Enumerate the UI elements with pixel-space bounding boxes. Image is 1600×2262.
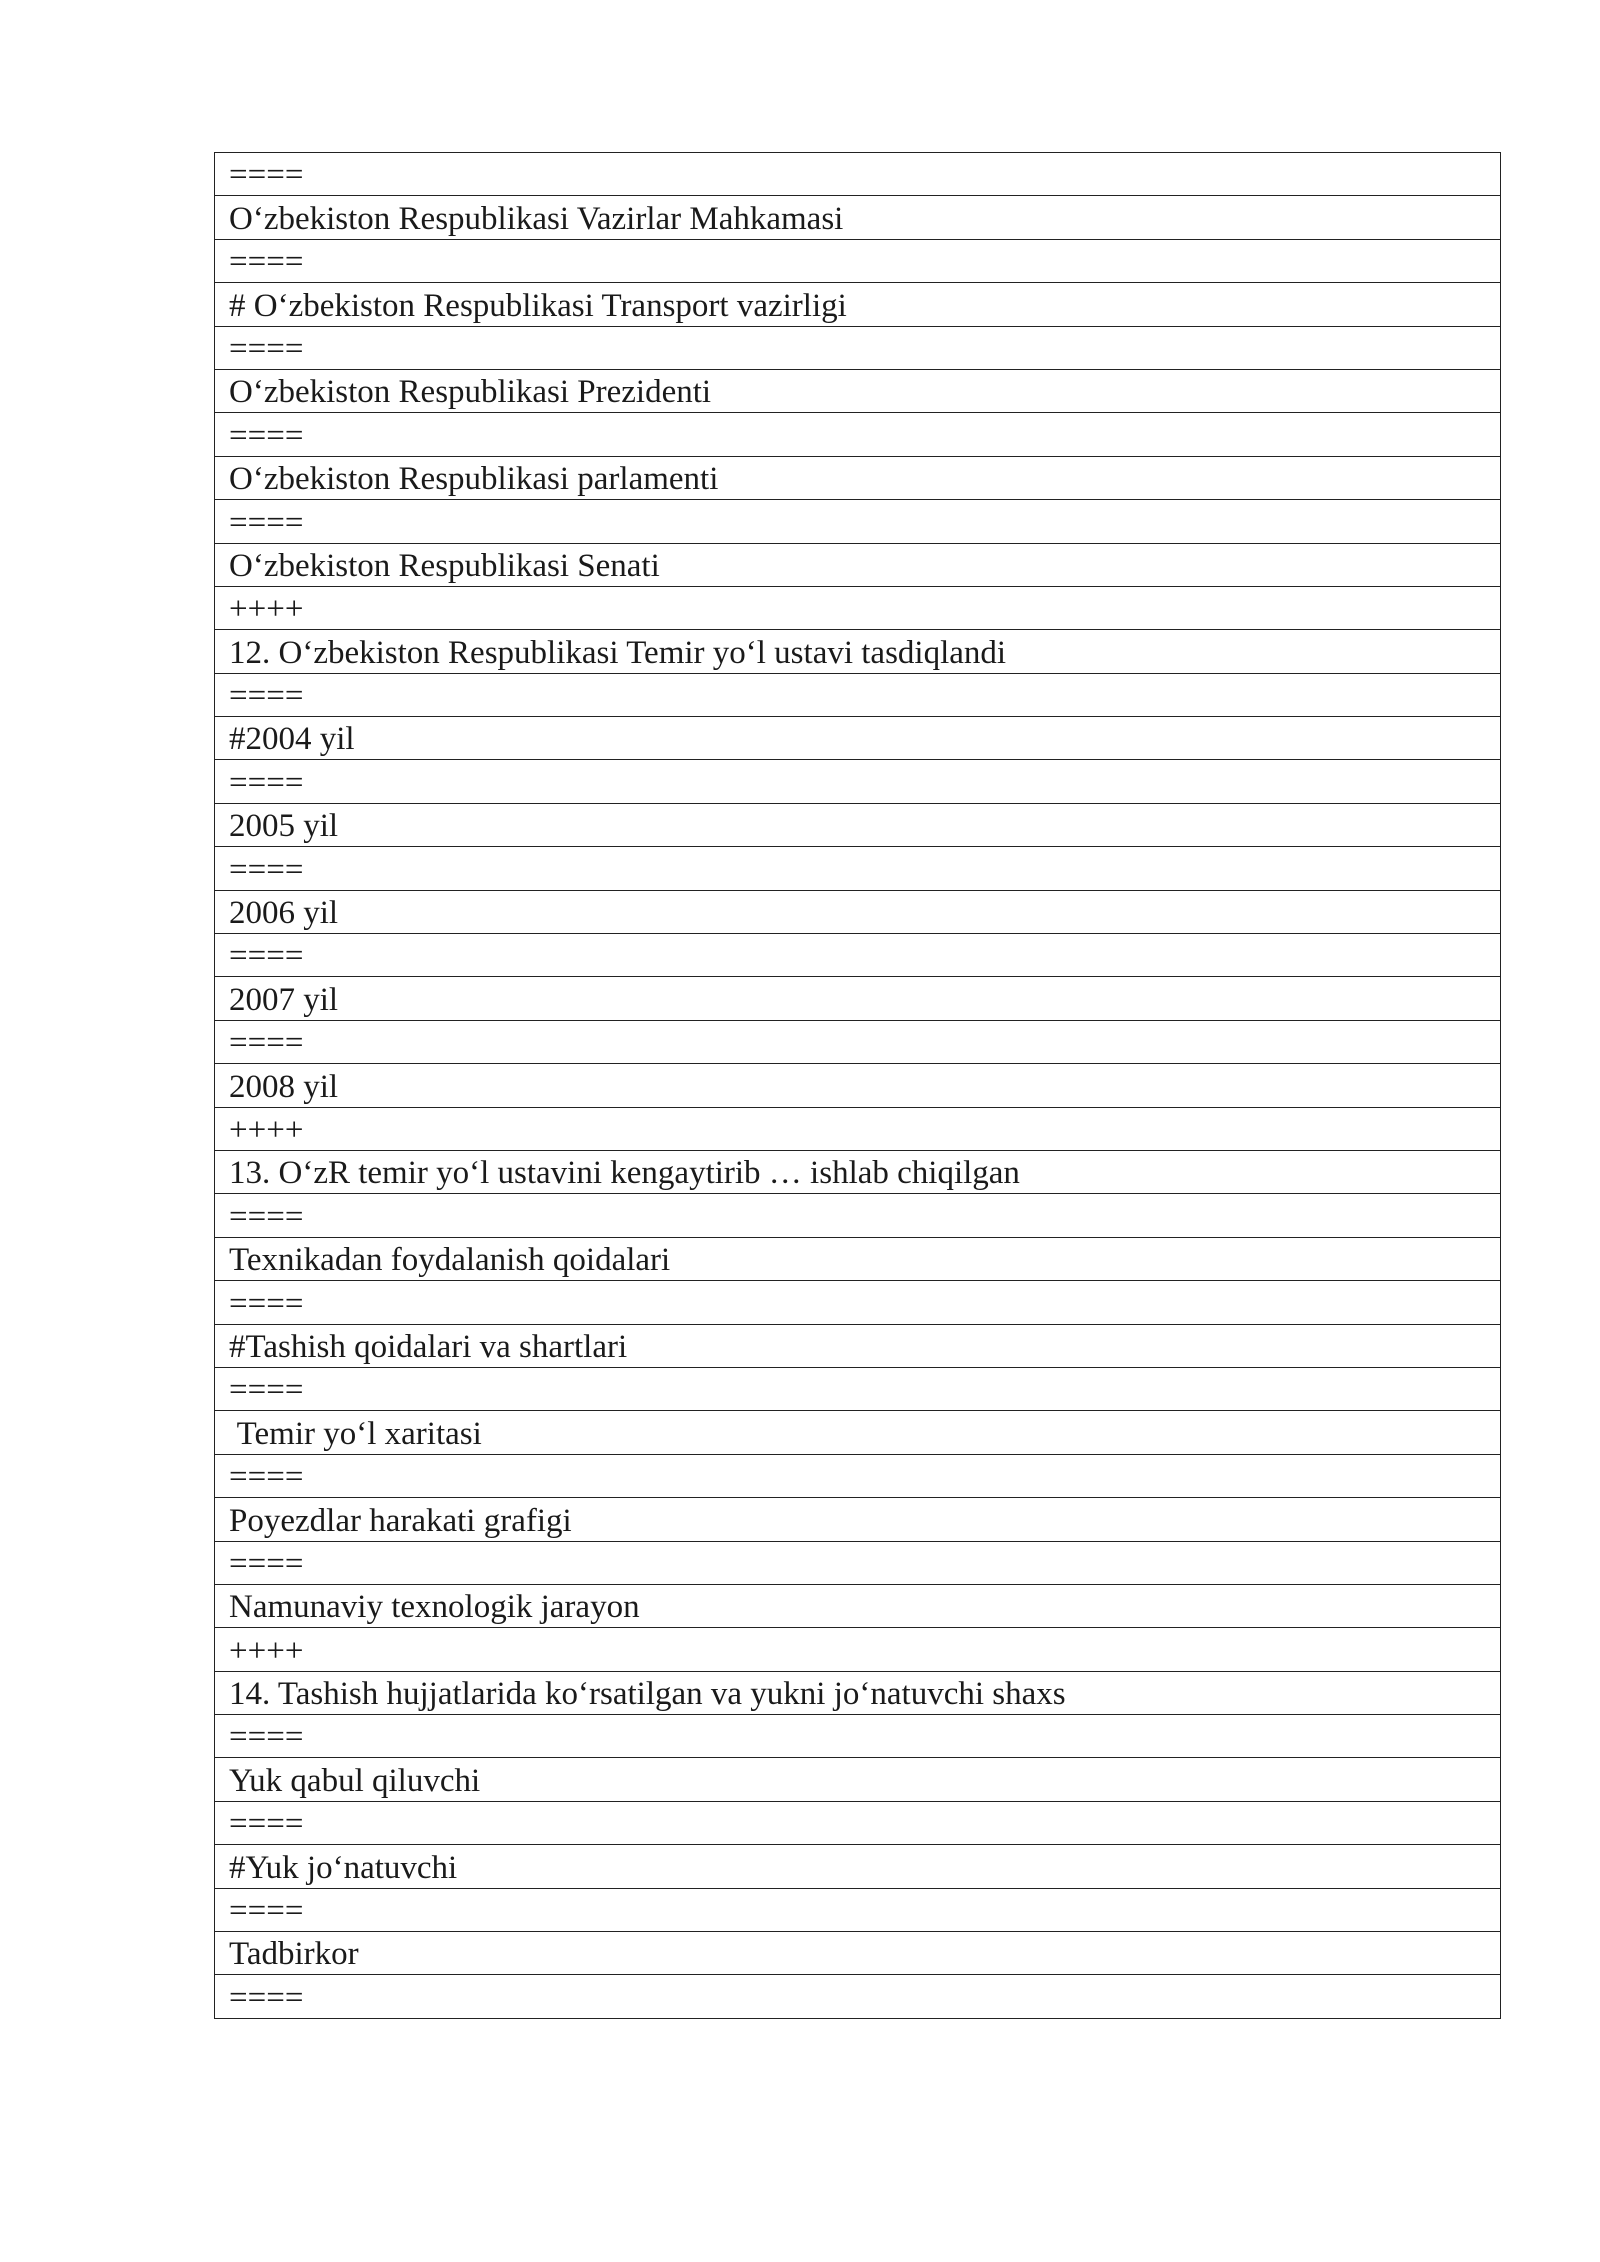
answer-option: O‘zbekiston Respublikasi parlamenti <box>215 456 1501 499</box>
table-row <box>215 1324 1501 1367</box>
table-row <box>215 890 1501 933</box>
correct-answer-option: # O‘zbekiston Respublikasi Transport vazirligi <box>215 283 1501 326</box>
table-row <box>215 1758 1501 1801</box>
table-row <box>215 413 1501 456</box>
table-row <box>215 456 1501 499</box>
table-row <box>215 1845 1501 1888</box>
separator-cell: ==== <box>215 1194 1501 1237</box>
table-row <box>215 1194 1501 1237</box>
table-row <box>215 760 1501 803</box>
separator-cell: ==== <box>215 413 1501 456</box>
table-row <box>215 1281 1501 1324</box>
answer-option: 2007 yil <box>215 977 1501 1020</box>
table-row <box>215 977 1501 1020</box>
separator-cell: ==== <box>215 239 1501 282</box>
separator-cell: ==== <box>215 1367 1501 1410</box>
separator-cell: ==== <box>215 326 1501 369</box>
table-row <box>215 1107 1501 1150</box>
answer-option: Temir yo‘l xaritasi <box>215 1411 1501 1454</box>
correct-answer-option: #Yuk jo‘natuvchi <box>215 1845 1501 1888</box>
correct-answer-option: #Tashish qoidalari va shartlari <box>215 1324 1501 1367</box>
question-separator-cell: ++++ <box>215 1628 1501 1671</box>
table-row <box>215 673 1501 716</box>
answer-option: Namunaviy texnologik jarayon <box>215 1584 1501 1627</box>
separator-cell: ==== <box>215 1020 1501 1063</box>
table-row <box>215 1498 1501 1541</box>
correct-answer-option: #2004 yil <box>215 717 1501 760</box>
table-row <box>215 1584 1501 1627</box>
table-row <box>215 586 1501 629</box>
table-row <box>215 1541 1501 1584</box>
separator-cell: ==== <box>215 153 1501 196</box>
separator-cell: ==== <box>215 1888 1501 1931</box>
table-row <box>215 543 1501 586</box>
answer-option: Poyezdlar harakati grafigi <box>215 1498 1501 1541</box>
table-row <box>215 934 1501 977</box>
table-row <box>215 1064 1501 1107</box>
table-row <box>215 1237 1501 1280</box>
answer-option: O‘zbekiston Respublikasi Senati <box>215 543 1501 586</box>
table-row <box>215 803 1501 846</box>
separator-cell: ==== <box>215 847 1501 890</box>
question-table-body <box>215 153 1501 2019</box>
table-row <box>215 1367 1501 1410</box>
table-row <box>215 500 1501 543</box>
separator-cell: ==== <box>215 1541 1501 1584</box>
table-row <box>215 196 1501 239</box>
table-row <box>215 847 1501 890</box>
question-text: 14. Tashish hujjatlarida ko‘rsatilgan va yukni jo‘natuvchi shaxs <box>215 1671 1501 1714</box>
table-row <box>215 1411 1501 1454</box>
separator-cell: ==== <box>215 1975 1501 2018</box>
answer-option: Yuk qabul qiluvchi <box>215 1758 1501 1801</box>
table-row <box>215 1150 1501 1193</box>
question-text: 13. O‘zR temir yo‘l ustavini kengaytirib … ishlab chiqilgan <box>215 1150 1501 1193</box>
table-row <box>215 717 1501 760</box>
separator-cell: ==== <box>215 1801 1501 1844</box>
table-row <box>215 1715 1501 1758</box>
separator-cell: ==== <box>215 934 1501 977</box>
answer-option: 2006 yil <box>215 890 1501 933</box>
question-text: 12. O‘zbekiston Respublikasi Temir yo‘l ustavi tasdiqlandi <box>215 630 1501 673</box>
separator-cell: ==== <box>215 1281 1501 1324</box>
question-separator-cell: ++++ <box>215 586 1501 629</box>
table-row <box>215 239 1501 282</box>
answer-option: 2008 yil <box>215 1064 1501 1107</box>
separator-cell: ==== <box>215 673 1501 716</box>
separator-cell: ==== <box>215 760 1501 803</box>
answer-option: 2005 yil <box>215 803 1501 846</box>
table-row <box>215 1020 1501 1063</box>
answer-option: Tadbirkor <box>215 1932 1501 1975</box>
separator-cell: ==== <box>215 1715 1501 1758</box>
answer-option: Texnikadan foydalanish qoidalari <box>215 1237 1501 1280</box>
table-row <box>215 1975 1501 2018</box>
table-row <box>215 369 1501 412</box>
answer-option: O‘zbekiston Respublikasi Vazirlar Mahkamasi <box>215 196 1501 239</box>
question-separator-cell: ++++ <box>215 1107 1501 1150</box>
table-row <box>215 1801 1501 1844</box>
table-row <box>215 326 1501 369</box>
table-row <box>215 1628 1501 1671</box>
table-row <box>215 1671 1501 1714</box>
separator-cell: ==== <box>215 500 1501 543</box>
table-row <box>215 283 1501 326</box>
table-row <box>215 1932 1501 1975</box>
table-row <box>215 153 1501 196</box>
table-row <box>215 630 1501 673</box>
table-row <box>215 1888 1501 1931</box>
question-table <box>214 152 1501 2019</box>
table-row <box>215 1454 1501 1497</box>
separator-cell: ==== <box>215 1454 1501 1497</box>
answer-option: O‘zbekiston Respublikasi Prezidenti <box>215 369 1501 412</box>
